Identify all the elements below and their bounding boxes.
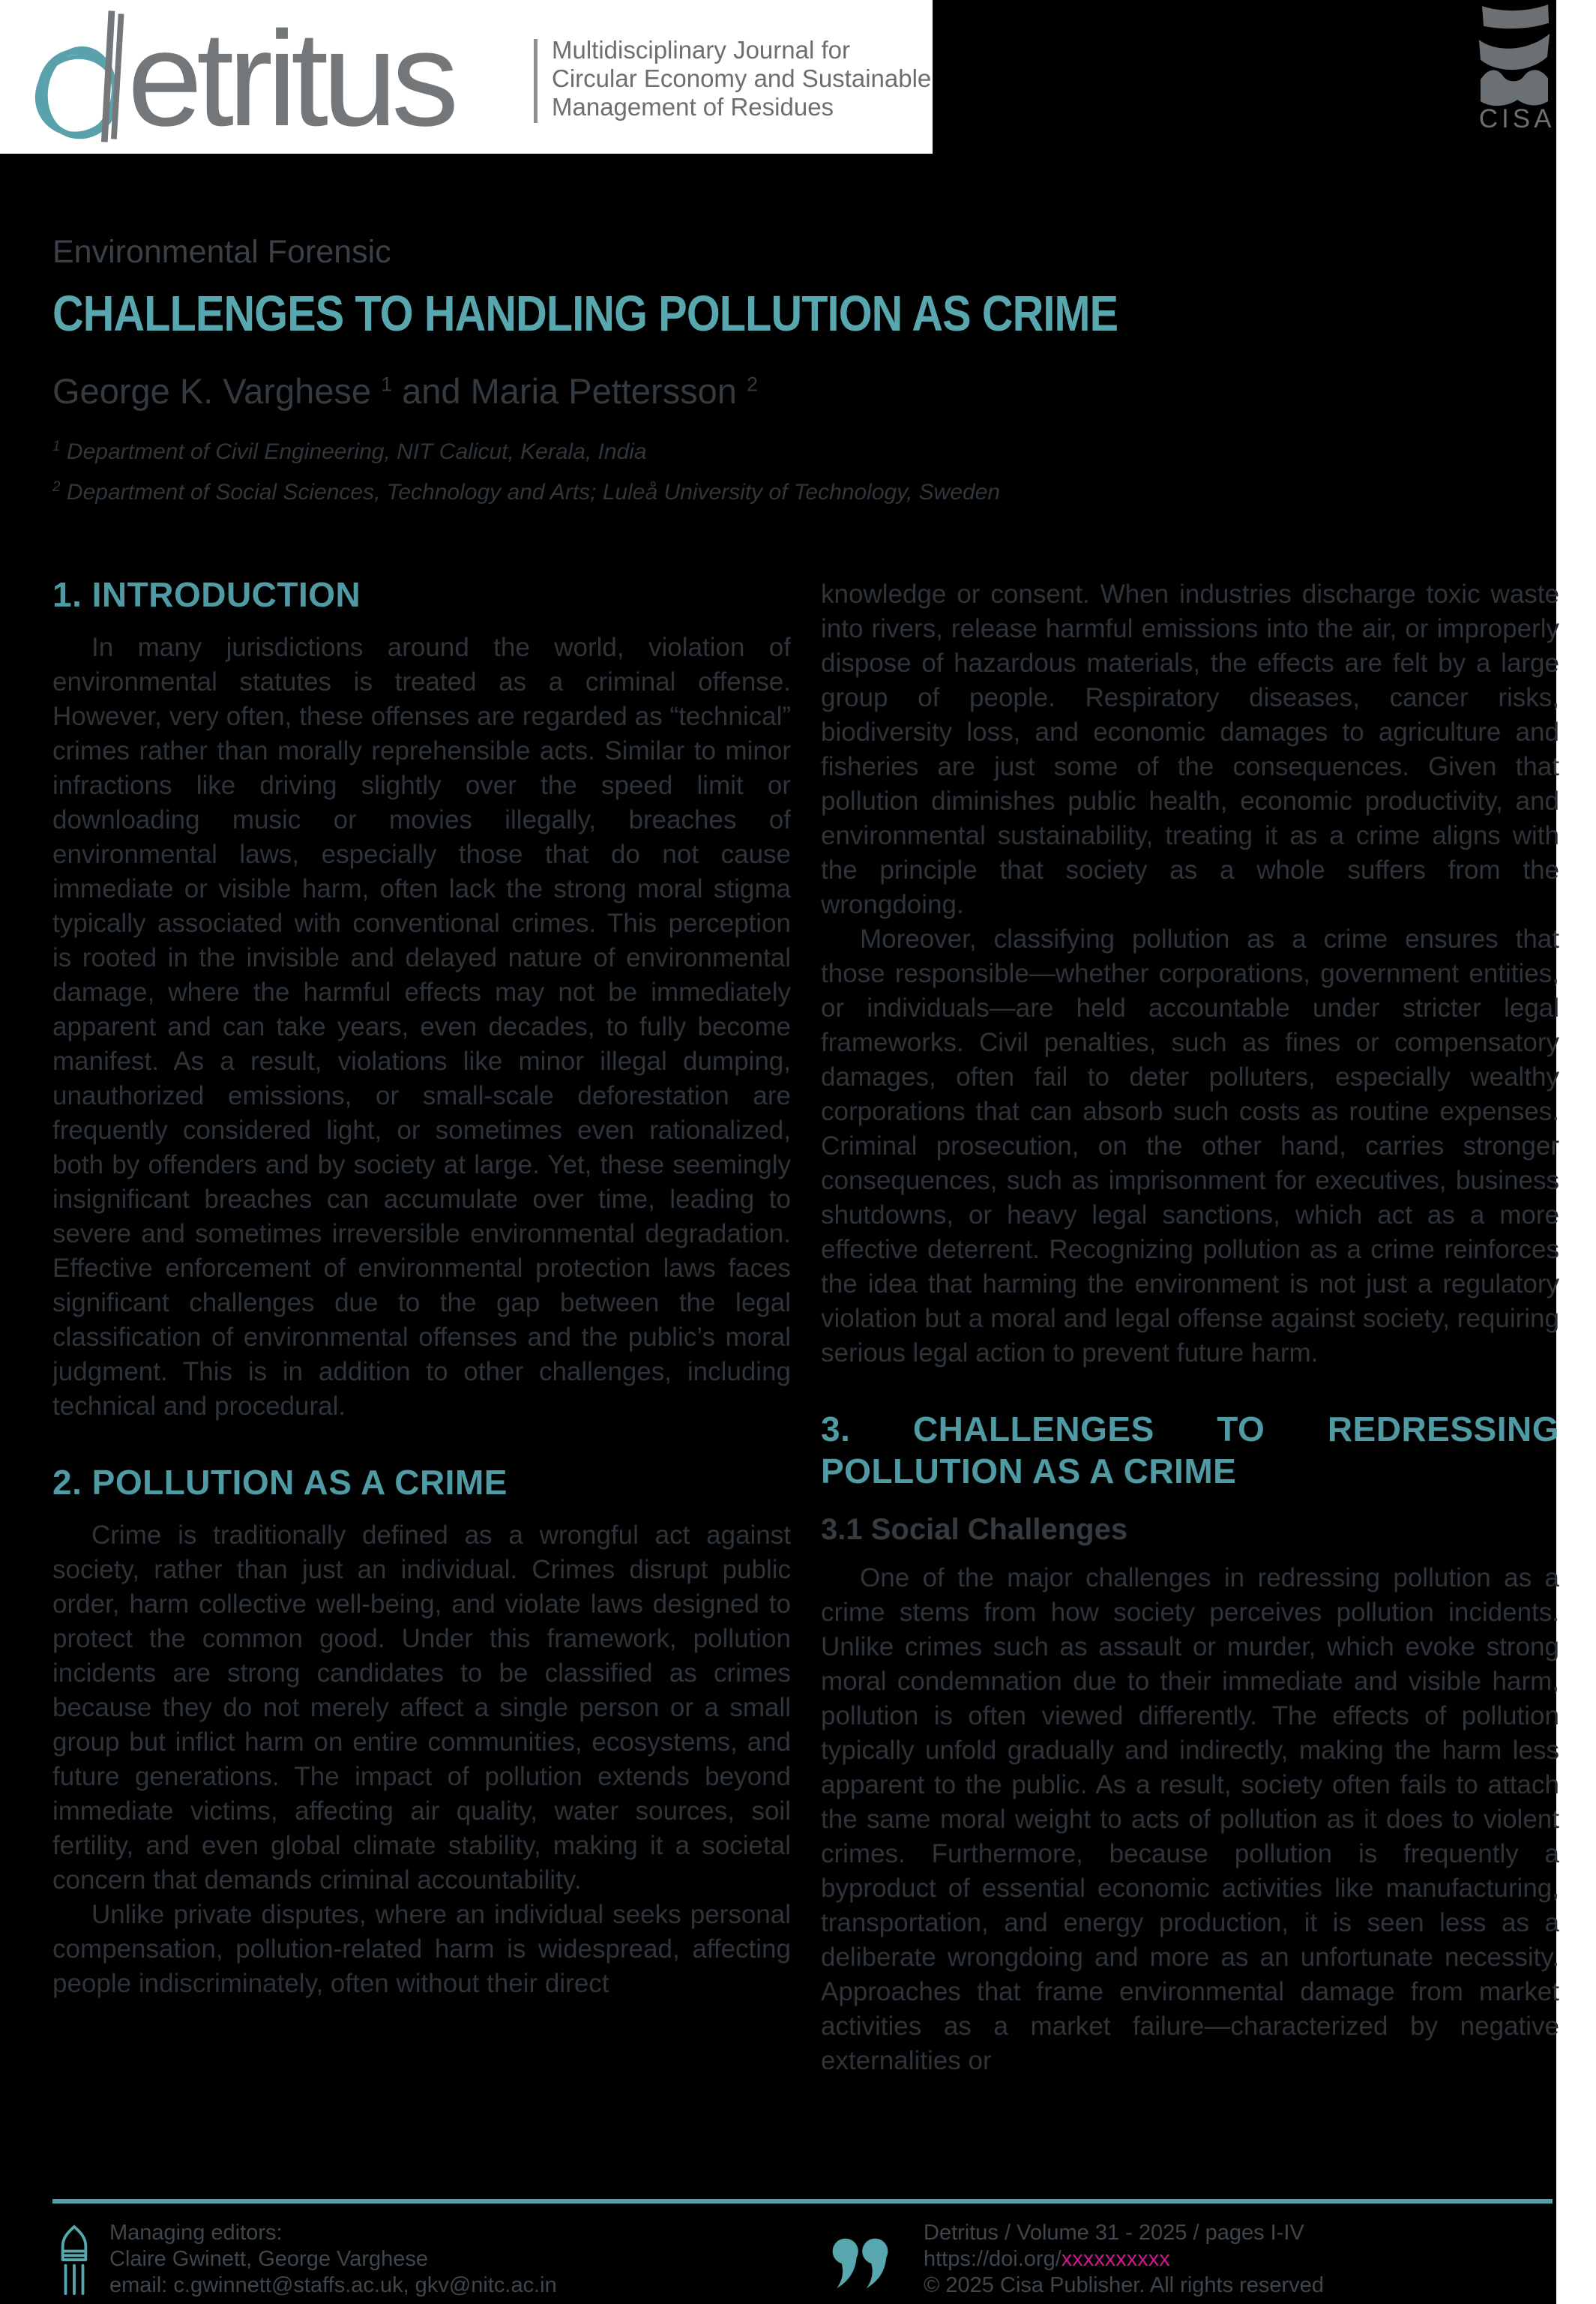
doi-prefix: https://doi.org/ xyxy=(924,2247,1062,2271)
affiliation-1 xyxy=(52,429,1000,469)
issue-info-block xyxy=(924,2220,1324,2299)
detritus-scribble-d-icon xyxy=(34,6,136,145)
left-column xyxy=(52,574,791,2186)
cisa-label: CISA xyxy=(1478,103,1556,132)
doi-placeholder: xxxxxxxxxx xyxy=(1061,2247,1170,2271)
journal-subtitle xyxy=(552,36,931,121)
heading-introduction: 1. INTRODUCTION xyxy=(52,575,361,614)
subtitle-line: Multidisciplinary Journal for xyxy=(552,36,850,64)
journal-header xyxy=(0,0,933,154)
subtitle-line: Management of Residues xyxy=(552,93,834,121)
author-1-footnote-marker: 1 xyxy=(381,373,393,396)
affiliation-2-text: Department of Social Sciences, Technology and Arts; Luleå University of Technology, Sweden xyxy=(60,480,1001,505)
cisa-logo-icon xyxy=(1472,3,1556,132)
affiliation-1-marker: 1 xyxy=(52,439,61,454)
logo-separator xyxy=(534,39,537,123)
paragraph: Crime is traditionally defined as a wrongful act against society, rather than just an individual. Crimes disrupt public order, harm collective well-being, and violate laws designed to protect the common good. Under this framework, pollution incidents are strong candidates to be classified as crimes because they do not merely affect a single person or a small group but inflict harm on entire communities, ecosystems, and future generations. The impact of pollution extends beyond immediate victims, affecting air quality, water sources, soil fertility, and even global climate stability, making it a societal concern that demands criminal accountability. xyxy=(52,1521,791,1895)
paragraph: knowledge or consent. When industries discharge toxic waste into rivers, release harmful emissions into the air, or improperly dispose of hazardous materials, the effects are felt by a large group of people. Respiratory diseases, cancer risks, biodiversity loss, and economic damages to agriculture and fisheries are just some of the consequences. Given that pollution diminishes public health, economic productivity, and environmental sustainability, treating it as a crime aligns with the principle that society as a whole suffers from the wrongdoing. xyxy=(821,580,1559,919)
managing-editors-label: Managing editors: xyxy=(109,2221,283,2245)
paragraph: In many jurisdictions around the world, violation of environmental statutes is treated as a criminal offense. However, very often, these offenses are regarded as “technical” crimes rather than morally reprehensible acts. Similar to minor infractions like driving slightly over the speed limit or downloading music or movies illegally, breaches of environmental laws, especially those that do not cause immediate or visible harm, often lack the strong moral stigma typically associated with conventional crimes. This perception is rooted in the invisible and delayed nature of environmental damage, where the harmful effects may not be immediately apparent and can take years, even decades, to fully become manifest. As a result, violations like minor illegal dumping, unauthorized emissions, or small-scale deforestation are frequently considered light, or sometimes even rationalized, both by offenders and by society at large. Yet, these seemingly insignificant breaches can accumulate over time, leading to severe and sometimes irreversible environmental degradation. Effective enforcement of environmental protection laws faces significant challenges due to the gap between the legal classification of environmental offenses and the public’s moral judgment. This is in addition to other challenges, including technical and procedural. xyxy=(52,633,791,1421)
paragraph: Moreover, classifying pollution as a crime ensures that those responsible—whether corporations, government entities, or individuals—are held accountable under stricter legal frameworks. Civil penalties, such as fines or compensatory damages, often fail to deter polluters, especially wealthy corporations that can absorb such costs as routine expenses. Criminal prosecution, on the other hand, carries stronger consequences, such as imprisonment for executives, business shutdowns, or heavy legal sanctions, which act as a more effective deterrent. Recognizing pollution as a crime reinforces the idea that harming the environment is not just a regulatory violation but a moral and legal offense against society, requiring serious legal action to prevent future harm. xyxy=(821,924,1559,1368)
managing-editors-block xyxy=(109,2220,557,2299)
pencil-icon xyxy=(57,2224,91,2297)
section-label: Environmental Forensic xyxy=(52,234,391,270)
author-1: George K. Varghese xyxy=(52,371,371,411)
heading-social-challenges: 3.1 Social Challenges xyxy=(821,1513,1128,1546)
affiliation-1-text: Department of Civil Engineering, NIT Calicut, Kerala, India xyxy=(60,439,647,464)
author-line xyxy=(52,370,758,412)
author-2-footnote-marker: 2 xyxy=(746,373,758,396)
paragraph: One of the major challenges in redressing pollution as a crime stems from how society perceives pollution incidents. Unlike crimes such as assault or murder, which evoke strong moral condemnation due to their immediate and visible harm, pollution is often viewed differently. The effects of pollution typically unfold gradually and indirectly, making the harm less apparent to the public. As a result, society often fails to attach the same moral weight to acts of pollution as it does to violent crimes. Furthermore, because pollution is frequently a byproduct of essential economic activities like manufacturing, transportation, and energy production, it is seen less as a deliberate wrongdoing and more as an unfortunate necessity. Approaches that frame environmental damage from market activities as a market failure—characterized by negative externalities or xyxy=(821,1563,1559,2075)
issue-info: Detritus / Volume 31 - 2025 / pages I-IV xyxy=(924,2221,1304,2245)
journal-wordmark: etritus xyxy=(127,4,454,154)
author-2: Maria Pettersson xyxy=(470,371,737,411)
affiliation-2-marker: 2 xyxy=(52,479,61,495)
affiliation-2 xyxy=(52,469,1000,510)
article-title: CHALLENGES TO HANDLING POLLUTION AS CRIME xyxy=(52,286,1118,342)
managing-editors-email[interactable]: email: c.gwinnett@staffs.ac.uk, gkv@nitc.ac.in xyxy=(109,2273,557,2297)
affiliations xyxy=(52,429,1000,510)
heading-pollution-as-a-crime: 2. POLLUTION AS A CRIME xyxy=(52,1463,508,1502)
copyright-line: © 2025 Cisa Publisher. All rights reserved xyxy=(924,2273,1324,2297)
heading-challenges-redressing: 3. CHALLENGES TO REDRESSING POLLUTION AS A CRIME xyxy=(821,1410,1559,1491)
doi-line[interactable] xyxy=(924,2246,1324,2273)
quotation-marks-icon xyxy=(828,2236,900,2290)
footer-divider xyxy=(52,2199,1553,2204)
subtitle-line: Circular Economy and Sustainable xyxy=(552,64,932,92)
managing-editors-names: Claire Gwinett, George Varghese xyxy=(109,2247,429,2271)
author-conjunction: and xyxy=(392,371,471,411)
right-column xyxy=(821,577,1559,2182)
paragraph: Unlike private disputes, where an individual seeks personal compensation, pollution-related harm is widespread, affecting people indiscriminately, often without their direct xyxy=(52,1900,791,1998)
